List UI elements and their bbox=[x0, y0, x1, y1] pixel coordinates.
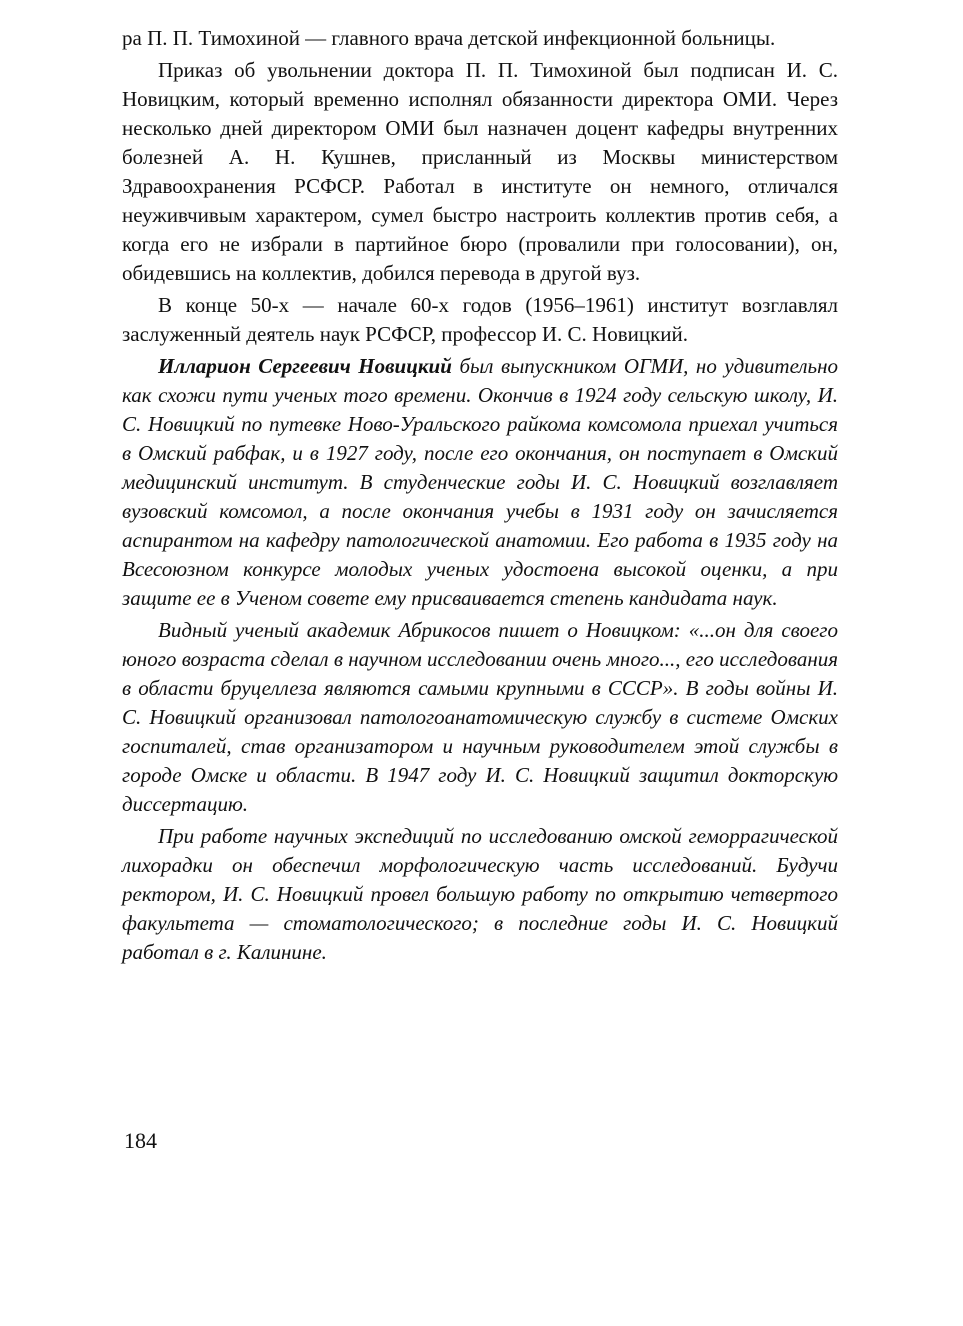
paragraph-abrikosov-quote bbox=[122, 616, 838, 819]
paragraph-text: был выпускником ОГМИ, но удивительно как схожи пути ученых того времени. Окончив в 1924 году сельскую школу, И. С. Новицкий по путевке Ново-Уральского райкома комсомола приехал учиться в Омский рабфак, и в 1927 году, после его окончания, он поступает в Омский медицинский институт. В студенческие годы И. С. Новицкий возглавляет вузовский комсомол, а после окончания учебы в 1931 году он зачисляется аспирантом на кафедру патологической анатомии. Его работа в 1935 году на Всесоюзном конкурсе молодых ученых удостоена высокой оценки, а при защите ее в Ученом совете ему присваивается степень кандидата наук. bbox=[122, 354, 838, 610]
paragraph-dismissal-order bbox=[122, 56, 838, 288]
paragraph-text: При работе научных экспедиций по исследованию омской геморрагической лихорадки он обеспечил морфологическую часть исследований. Будучи ректором, И. С. Новицкий провел большую работу по открытию четвертого факультета — стоматологического; в последние годы И. С. Новицкий работал в г. Калинине. bbox=[122, 824, 838, 964]
paragraph-text: ра П. П. Тимохиной — главного врача детской инфекционной больницы. bbox=[122, 26, 776, 50]
paragraph-text: Видный ученый академик Абрикосов пишет о Новицком: «...он для своего юного возраста сделал в научном исследовании очень много..., его исследования в области бруцеллеза являются самыми крупными в СССР». В годы войны И. С. Новицкий организовал патологоанатомическую службу в системе Омских госпиталей, став организатором и научным руководителем этой службы в городе Омске и области. В 1947 году И. С. Новицкий защитил докторскую диссертацию. bbox=[122, 618, 838, 816]
person-name: Илларион Сергеевич Новицкий bbox=[158, 354, 452, 378]
body-text bbox=[122, 24, 838, 967]
paragraph-text: В конце 50-х — начале 60-х годов (1956–1961) институт возглавлял заслуженный деятель наук РСФСР, профессор И. С. Новицкий. bbox=[122, 293, 838, 346]
page-number: 184 bbox=[124, 1128, 157, 1153]
paragraph-text: Приказ об увольнении доктора П. П. Тимохиной был подписан И. С. Новицким, который временно исполнял обязанности директора ОМИ. Через несколько дней директором ОМИ был назначен доцент кафедры внутренних болезней А. Н. Кушнев, присланный из Москвы министерством Здравоохранения РСФСР. Работал в институте он немного, отличался неуживчивым характером, сумел быстро настроить коллектив против себя, а когда его не избрали в партийное бюро (провалили при голосовании), он, обидевшись на коллектив, добился перевода в другой вуз. bbox=[122, 58, 838, 285]
paragraph-expeditions bbox=[122, 822, 838, 967]
paragraph-biography bbox=[122, 352, 838, 613]
paragraph-continuation bbox=[122, 24, 838, 53]
paragraph-institute-head bbox=[122, 291, 838, 349]
